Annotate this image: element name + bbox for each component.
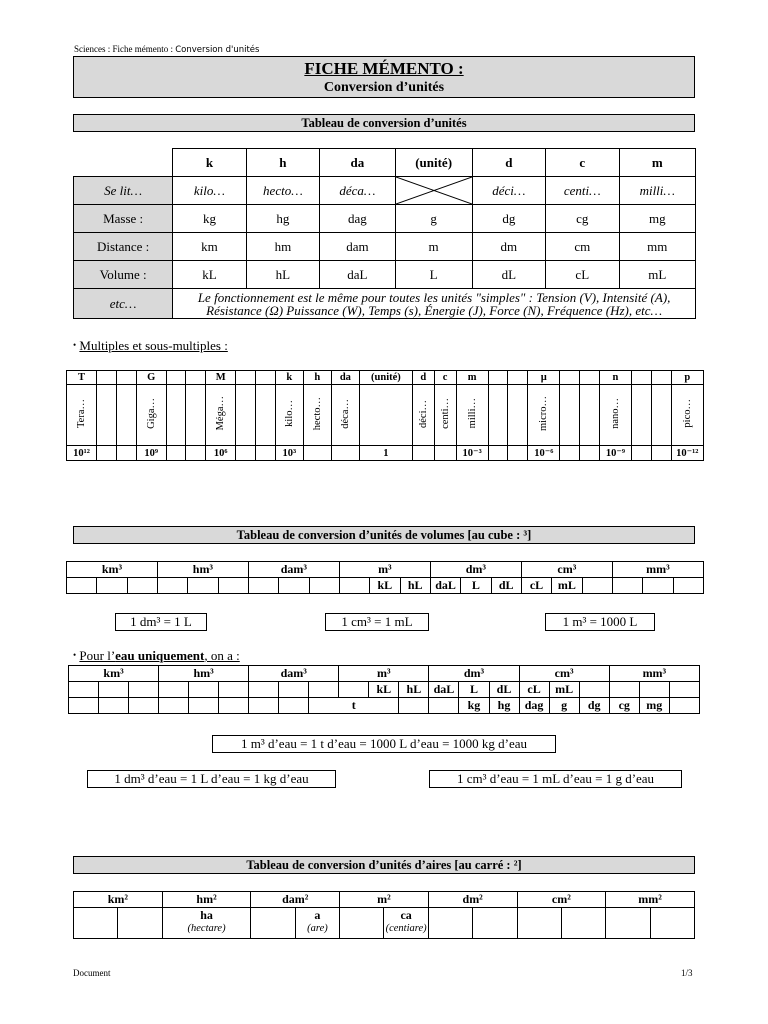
prefix-d: d [472,149,545,177]
multiples-power-row [67,446,704,461]
read-cell: centi… [546,177,619,205]
section-band-volumes: Tableau de conversion d’unités de volumes [au cube : ³] [73,526,695,544]
multiples-name-cell [412,385,434,446]
liter-l: L [461,578,491,594]
unit-a-name: (are) [307,923,328,934]
table-cell: dg [472,205,545,233]
prefix-c: c [546,149,619,177]
multiples-power-cell [632,446,652,461]
read-cell: déci… [472,177,545,205]
multiples-name-cell [303,385,331,446]
multiples-power-cell [303,446,331,461]
multiples-name-cell [236,385,256,446]
areas-unit-row [74,892,695,908]
multiples-prefix-cell: G [136,371,166,385]
multiples-prefix-cell [97,371,117,385]
multiples-prefix-row [67,371,704,385]
prefix-da: da [320,149,395,177]
mass-cg: cg [609,698,639,714]
volumes-liter-row [67,578,704,594]
mass-t: t [309,698,399,714]
multiples-name-text: nano… [609,398,621,429]
multiples-prefix-cell: m [456,371,488,385]
liter-l: L [459,682,489,698]
table-row-mass [74,205,696,233]
mass-dg: dg [579,698,609,714]
liter-dl: dL [491,578,521,594]
multiples-power-cell: 10⁶ [206,446,236,461]
water-unit-row [69,666,700,682]
multiples-table [66,370,704,461]
breadcrumb-prefix: Sciences : Fiche mémento : [74,44,176,54]
multiples-prefix-cell [236,371,256,385]
multiples-name-text: kilo… [283,400,295,427]
water-table [68,665,700,714]
multiples-prefix-cell: h [303,371,331,385]
unit-m3: m³ [339,562,430,578]
read-cell: déca… [320,177,395,205]
multiples-prefix-cell [488,371,508,385]
unit-m2: m² [340,892,429,908]
multiples-power-cell [508,446,528,461]
unit-km3: km³ [67,562,158,578]
multiples-name-cell [331,385,359,446]
multiples-prefix-cell: (unité) [359,371,412,385]
cross-mark-icon [396,177,472,204]
equality-box: 1 cm³ = 1 mL [325,613,429,631]
water-equality-box: 1 dm³ d’eau = 1 L d’eau = 1 kg d’eau [87,770,336,788]
multiples-prefix-cell: k [275,371,303,385]
multiples-power-cell [116,446,136,461]
water-equality-box: 1 cm³ d’eau = 1 mL d’eau = 1 g d’eau [429,770,682,788]
multiples-power-cell [166,446,186,461]
multiples-name-cell [97,385,117,446]
multiples-prefix-cell: p [671,371,703,385]
unit-dam2: dam² [251,892,340,908]
multiples-power-cell: 10⁻³ [456,446,488,461]
unit-a [295,908,339,939]
multiples-power-cell: 10³ [275,446,303,461]
water-heading-prefix: Pour l’ [79,648,116,663]
prefix-unit: (unité) [395,149,472,177]
multiples-prefix-cell: da [331,371,359,385]
mass-dag: dag [519,698,549,714]
row-label-volume: Volume : [74,261,173,289]
mass-hg: hg [489,698,519,714]
multiples-prefix-cell: c [434,371,456,385]
multiples-power-cell [236,446,256,461]
table-cell: dam [320,233,395,261]
unit-ha-symbol: ha [200,908,213,922]
multiples-power-cell [488,446,508,461]
multiples-prefix-cell: n [599,371,631,385]
liter-kl: kL [369,682,399,698]
prefix-m: m [619,149,695,177]
bullet-icon: • [73,340,77,350]
page-subtitle: Conversion d’unités [323,80,445,95]
multiples-heading-text: Multiples et sous-multiples : [79,338,228,353]
unit-a-symbol: a [314,908,321,922]
unit-dm3: dm³ [429,666,519,682]
multiples-name-cell [136,385,166,446]
multiples-power-cell [97,446,117,461]
unit-cm3: cm³ [519,666,609,682]
multiples-power-cell [434,446,456,461]
table-row-etc [74,289,696,319]
table-header-row [74,149,696,177]
mass-mg: mg [639,698,669,714]
prefix-k: k [173,149,246,177]
unit-mm3: mm³ [612,562,703,578]
multiples-name-cell [434,385,456,446]
multiples-name-cell [671,385,703,446]
equality-box: 1 dm³ = 1 L [115,613,207,631]
water-heading [73,648,240,664]
water-heading-text [79,648,239,663]
row-label-mass: Masse : [74,205,173,233]
table-row-read [74,177,696,205]
unit-cm2: cm² [517,892,606,908]
liter-hl: hL [400,578,430,594]
unit-dam3: dam³ [249,666,339,682]
multiples-power-cell: 10⁹ [136,446,166,461]
multiples-power-cell [412,446,434,461]
multiples-prefix-cell [116,371,136,385]
table-cell: dm [472,233,545,261]
table-cell: kL [173,261,246,289]
multiples-heading [73,338,228,354]
footer-left: Document [73,968,111,978]
multiples-name-text: micro… [538,396,550,431]
multiples-name-row [67,385,704,446]
table-cell: mm [619,233,695,261]
table-cell: hL [246,261,320,289]
multiples-prefix-cell [632,371,652,385]
multiples-prefix-cell [580,371,600,385]
water-mass-row [69,698,700,714]
unit-ha-name: (hectare) [187,923,226,934]
liter-cl: cL [519,682,549,698]
multiples-prefix-cell [256,371,276,385]
multiples-name-cell [359,385,412,446]
title-box [73,56,695,98]
row-label-read: Se lit… [74,177,173,205]
breadcrumb-current: Conversion d'unités [175,45,260,55]
multiples-name-cell [166,385,186,446]
multiples-power-cell: 10⁻¹² [671,446,703,461]
table-cell: mg [619,205,695,233]
multiples-prefix-cell [651,371,671,385]
liter-dal: daL [429,682,459,698]
mass-g: g [549,698,579,714]
multiples-prefix-cell [508,371,528,385]
multiples-power-cell [331,446,359,461]
multiples-prefix-cell: d [412,371,434,385]
multiples-name-cell [508,385,528,446]
multiples-power-cell: 10⁻⁶ [528,446,560,461]
unit-dm2: dm² [428,892,517,908]
row-label-distance: Distance : [74,233,173,261]
multiples-name-cell [116,385,136,446]
unit-m3: m³ [339,666,429,682]
unit-dam3: dam³ [248,562,339,578]
multiples-prefix-cell: M [206,371,236,385]
multiples-name-cell [456,385,488,446]
unit-ca [384,908,428,939]
table-cell: cL [546,261,619,289]
multiples-name-text: déci… [417,399,429,428]
table-cell: hg [246,205,320,233]
volumes-unit-row [67,562,704,578]
unit-cm3: cm³ [521,562,612,578]
etc-note [173,289,696,319]
table-row-distance [74,233,696,261]
unit-hm2: hm² [162,892,251,908]
multiples-name-text: Tera… [76,399,88,428]
unit-ca-symbol: ca [400,908,412,922]
volumes-table [66,561,704,594]
areas-table [73,891,695,939]
multiples-name-text: centi… [439,398,451,429]
multiples-name-cell [632,385,652,446]
liter-dl: dL [489,682,519,698]
liter-cl: cL [521,578,551,594]
table-cell: cm [546,233,619,261]
read-cell: milli… [619,177,695,205]
areas-special-row [74,908,695,939]
read-cell: kilo… [173,177,246,205]
water-heading-bold: eau uniquement [115,648,205,663]
multiples-name-text: pico… [681,399,693,428]
multiples-prefix-cell [560,371,580,385]
multiples-power-cell: 10⁻⁹ [599,446,631,461]
liter-dal: daL [430,578,460,594]
multiples-name-cell [67,385,97,446]
unit-mm3: mm³ [609,666,699,682]
multiples-name-text: hecto… [311,396,323,431]
table-cell: hm [246,233,320,261]
multiples-name-cell [528,385,560,446]
multiples-power-cell: 1 [359,446,412,461]
multiples-name-cell [186,385,206,446]
table-cell: g [395,205,472,233]
table-cell: m [395,233,472,261]
crossed-cell [395,177,472,205]
page-number: 1/3 [681,968,693,978]
bullet-icon: • [73,650,77,660]
unit-dm3: dm³ [430,562,521,578]
water-equality-box: 1 m³ d’eau = 1 t d’eau = 1000 L d’eau = 1000 kg d’eau [212,735,556,753]
multiples-name-cell [275,385,303,446]
page-header [74,44,259,55]
unit-ha [162,908,251,939]
multiples-name-text: milli… [466,398,478,429]
unit-km3: km³ [69,666,159,682]
multiples-name-text: Méga… [215,396,227,431]
multiples-power-cell [186,446,206,461]
table-cell: L [395,261,472,289]
table-cell: kg [173,205,246,233]
multiples-name-cell [560,385,580,446]
prefix-h: h [246,149,320,177]
mass-kg: kg [459,698,489,714]
table-cell: km [173,233,246,261]
liter-ml: mL [552,578,582,594]
multiples-name-cell [580,385,600,446]
liter-kl: kL [370,578,400,594]
table-cell: dag [320,205,395,233]
water-liter-row [69,682,700,698]
conversion-table [73,148,696,319]
multiples-prefix-cell [186,371,206,385]
table-row-volume [74,261,696,289]
multiples-power-cell: 10¹² [67,446,97,461]
water-heading-suffix: , on a : [204,648,240,663]
unit-ca-name: (centiare) [385,923,427,934]
liter-ml: mL [549,682,579,698]
section-band-conversion: Tableau de conversion d’unités [73,114,695,132]
table-cell: mL [619,261,695,289]
etc-note-line-1: Le fonctionnement est le même pour toutes les unités "simples" : Tension (V), Intensité (A), [197,289,671,305]
multiples-power-cell [256,446,276,461]
table-cell: dL [472,261,545,289]
read-cell: hecto… [246,177,320,205]
multiples-name-cell [651,385,671,446]
multiples-power-cell [651,446,671,461]
table-cell: daL [320,261,395,289]
equality-box: 1 m³ = 1000 L [545,613,655,631]
multiples-power-cell [560,446,580,461]
multiples-prefix-cell: T [67,371,97,385]
unit-hm3: hm³ [159,666,249,682]
multiples-name-cell [256,385,276,446]
multiples-name-cell [206,385,236,446]
page-title: FICHE MÉMENTO : [304,59,464,78]
mass-empty [399,698,429,714]
row-label-etc: etc… [74,289,173,319]
multiples-power-cell [580,446,600,461]
multiples-name-cell [599,385,631,446]
multiples-name-text: déca… [339,398,351,429]
multiples-name-text: Giga… [145,398,157,429]
table-cell: cg [546,205,619,233]
section-band-areas: Tableau de conversion d’unités d’aires [au carré : ²] [73,856,695,874]
liter-hl: hL [399,682,429,698]
unit-mm2: mm² [606,892,695,908]
etc-note-line-2: Résistance (Ω) Puissance (W), Temps (s), Énergie (J), Force (N), Fréquence (Hz), etc… [206,302,663,318]
unit-hm3: hm³ [157,562,248,578]
multiples-prefix-cell: µ [528,371,560,385]
multiples-name-cell [488,385,508,446]
multiples-prefix-cell [166,371,186,385]
mass-empty [429,698,459,714]
unit-km2: km² [74,892,163,908]
